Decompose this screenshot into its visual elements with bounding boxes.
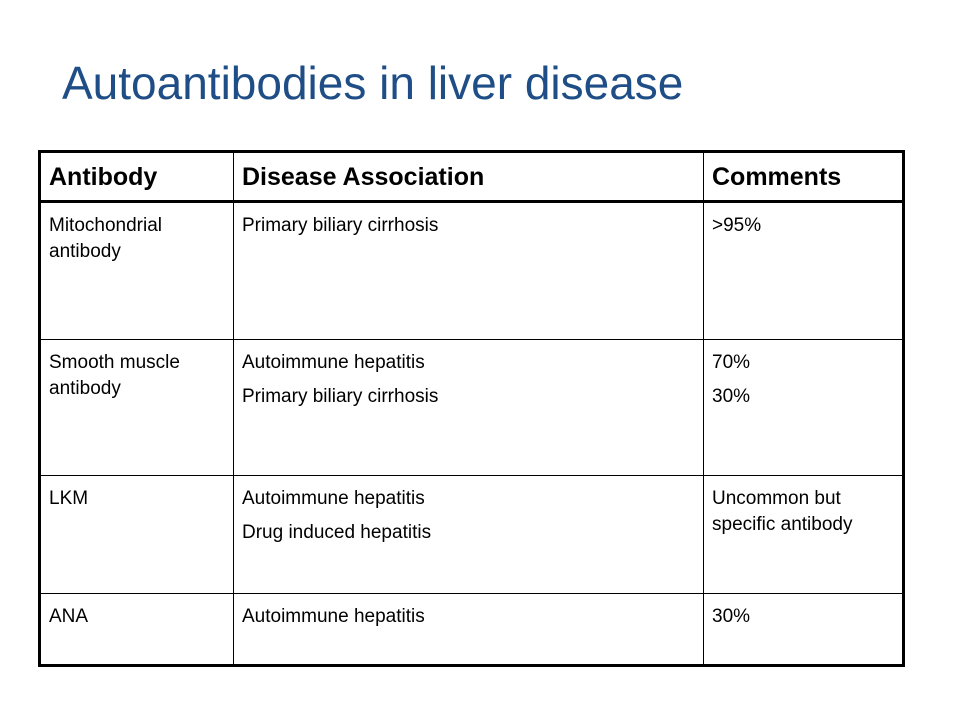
cell-disease-association — [234, 202, 704, 340]
table-row — [40, 340, 904, 476]
antibody-name: Mitochondrial antibody — [49, 215, 162, 263]
comment-text: 30% — [712, 606, 751, 627]
cell-comments — [704, 340, 904, 476]
disease-text: Autoimmune hepatitis — [242, 488, 425, 509]
cell-disease-association — [234, 340, 704, 476]
disease-text: Drug induced hepatitis — [242, 522, 432, 544]
header-disease-association: Disease Association — [234, 152, 704, 202]
table-header-row — [40, 152, 904, 202]
antibody-table — [38, 150, 905, 667]
cell-disease-association — [234, 594, 704, 666]
comment-text: 70% — [712, 352, 751, 373]
header-comments: Comments — [704, 152, 904, 202]
table-row — [40, 594, 904, 666]
antibody-name: ANA — [49, 606, 89, 627]
cell-comments — [704, 476, 904, 594]
antibody-name: Smooth muscle antibody — [49, 352, 180, 400]
comment-text: >95% — [712, 215, 762, 236]
disease-text: Primary biliary cirrhosis — [242, 386, 439, 408]
slide-title: Autoantibodies in liver disease — [62, 57, 684, 109]
disease-text: Autoimmune hepatitis — [242, 352, 425, 373]
cell-antibody — [40, 476, 234, 594]
antibody-name: LKM — [49, 488, 89, 509]
cell-disease-association — [234, 476, 704, 594]
header-antibody: Antibody — [40, 152, 234, 202]
cell-comments — [704, 202, 904, 340]
cell-antibody — [40, 202, 234, 340]
cell-antibody — [40, 340, 234, 476]
table-row — [40, 202, 904, 340]
disease-text: Autoimmune hepatitis — [242, 606, 425, 627]
comment-text: Uncommon but specific antibody — [712, 488, 853, 536]
cell-antibody — [40, 594, 234, 666]
cell-comments — [704, 594, 904, 666]
disease-text: Primary biliary cirrhosis — [242, 215, 439, 236]
table-row — [40, 476, 904, 594]
comment-text: 30% — [712, 386, 751, 408]
antibody-table-container — [38, 150, 902, 667]
